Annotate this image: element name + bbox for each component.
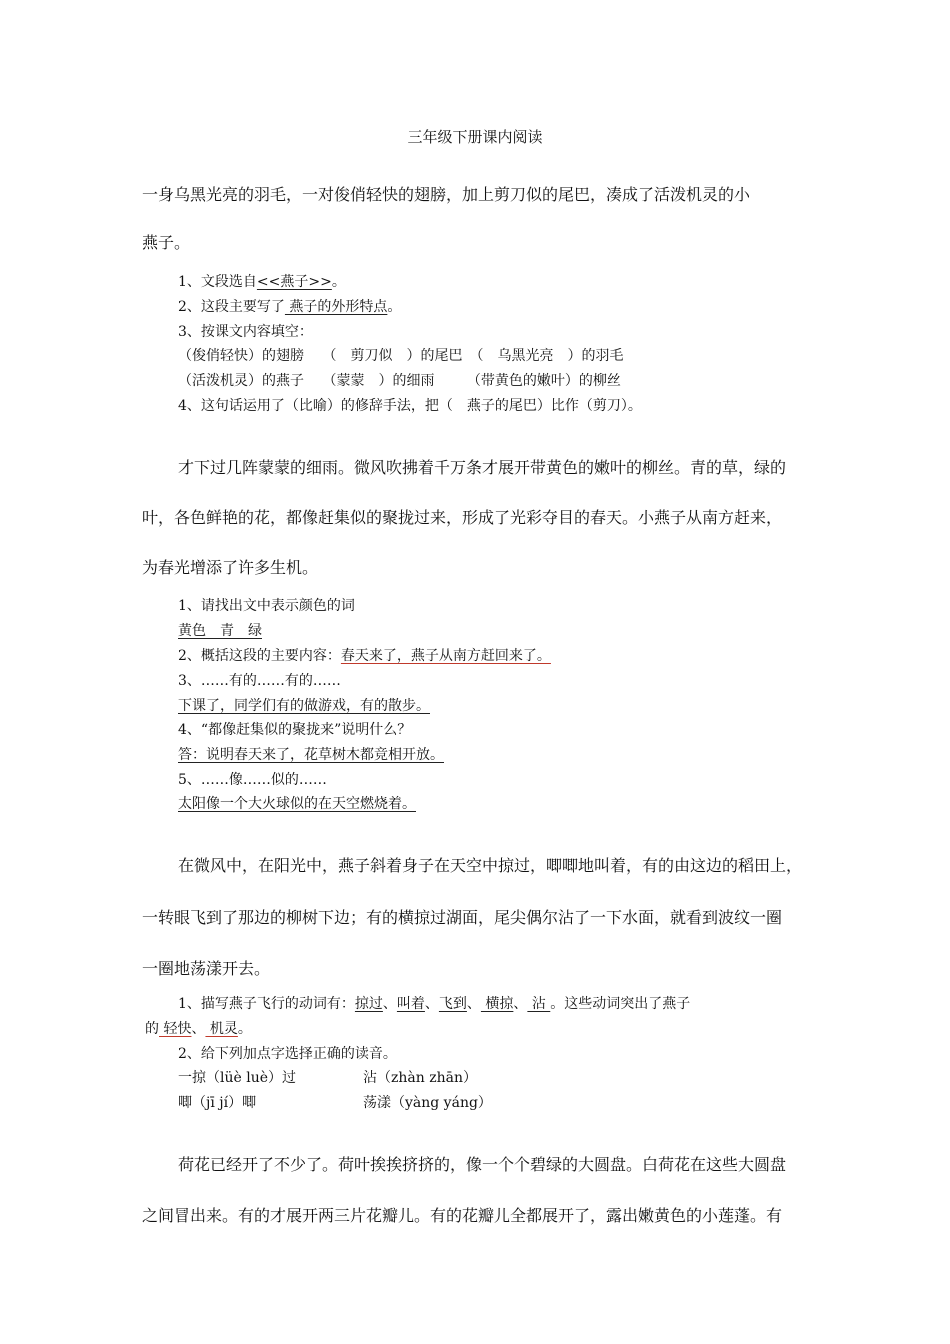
question-line: 唧（jī jí）唧 xyxy=(178,1095,257,1111)
passage-line: 才下过几阵蒙蒙的细雨。微风吹拂着千万条才展开带黄色的嫩叶的柳丝。青的草，绿的 xyxy=(178,458,787,477)
question-line: （俊俏轻快）的翅膀 （ 剪刀似 ）的尾巴 （ 乌黑光亮 ）的羽毛 xyxy=(178,348,624,364)
answer-text: <<燕子>> xyxy=(256,274,332,290)
question-line: 4、“都像赶集似的聚拢来”说明什么？ xyxy=(178,722,412,738)
question-line: 一掠（lüè luè）过 xyxy=(178,1070,297,1086)
answer-text: 燕子的外形特点 xyxy=(284,299,388,315)
answer-line: 黄色 青 绿 xyxy=(178,623,262,639)
answer-text: 飞到 xyxy=(438,996,467,1012)
question-line: 5、……像……似的…… xyxy=(178,772,327,788)
answer-line: 下课了，同学们有的做游戏，有的散步。 xyxy=(178,698,430,714)
question-line: 2、这段主要写了 燕子的外形特点。 xyxy=(178,299,402,315)
question-line: 3、……有的……有的…… xyxy=(178,673,341,689)
passage-line: 在微风中，在阳光中，燕子斜着身子在天空中掠过，唧唧地叫着，有的由这边的稻田上， xyxy=(178,856,803,875)
answer-line: 太阳像一个大火球似的在天空燃烧着。 xyxy=(178,796,416,812)
question-line: 1、描写燕子飞行的动词有：掠过、叫着、飞到、 横掠、 沾 。这些动词突出了燕子 xyxy=(178,996,691,1012)
question-line: 2、概括这段的主要内容：春天来了，燕子从南方赶回来了。 xyxy=(178,648,551,664)
answer-text: 春天来了，燕子从南方赶回来了。 xyxy=(340,648,551,664)
passage-line: 叶，各色鲜艳的花，都像赶集似的聚拢过来，形成了光彩夺目的春天。小燕子从南方赶来， xyxy=(142,508,783,527)
page-title: 三年级下册课内阅读 xyxy=(407,128,543,146)
question-line: 3、按课文内容填空： xyxy=(178,324,313,340)
question-line: 1、文段选自<<燕子>>。 xyxy=(178,274,346,290)
question-line: 沾（zhàn zhān） xyxy=(363,1070,477,1086)
answer-text: 横掠 xyxy=(480,996,514,1012)
question-line: 4、这句话运用了（比喻）的修辞手法，把（ 燕子的尾巴）比作（剪刀）。 xyxy=(178,398,642,414)
question-line: 的 轻快、 机灵。 xyxy=(145,1021,252,1037)
answer-text: 掠过 xyxy=(354,996,383,1012)
passage-line: 一转眼飞到了那边的柳树下边；有的横掠过湖面，尾尖偶尔沾了一下水面，就看到波纹一圈 xyxy=(142,908,783,927)
question-line: 1、请找出文中表示颜色的词 xyxy=(178,598,355,614)
passage-line: 一圈地荡漾开去。 xyxy=(142,959,271,978)
passage-line: 之间冒出来。有的才展开两三片花瓣儿。有的花瓣儿全都展开了，露出嫩黄色的小莲蓬。有 xyxy=(142,1206,783,1225)
passage-line: 一身乌黑光亮的羽毛，一对俊俏轻快的翅膀，加上剪刀似的尾巴，凑成了活泼机灵的小 xyxy=(142,185,751,204)
question-line: （活泼机灵）的燕子 （蒙蒙 ）的细雨 （带黄色的嫩叶）的柳丝 xyxy=(178,373,621,389)
passage-line: 为春光增添了许多生机。 xyxy=(142,558,319,577)
question-line: 2、给下列加点字选择正确的读音。 xyxy=(178,1046,397,1062)
answer-line: 答：说明春天来了，花草树木都竞相开放。 xyxy=(178,747,444,763)
answer-text: 叫着 xyxy=(396,996,425,1012)
answer-text: 轻快 xyxy=(159,1021,192,1037)
answer-text: 机灵 xyxy=(205,1021,238,1037)
passage-line: 燕子。 xyxy=(142,233,191,252)
question-line: 荡漾（yàng yáng） xyxy=(363,1095,492,1111)
passage-line: 荷花已经开了不少了。荷叶挨挨挤挤的，像一个个碧绿的大圆盘。白荷花在这些大圆盘 xyxy=(178,1155,787,1174)
answer-text: 沾 xyxy=(527,996,551,1012)
